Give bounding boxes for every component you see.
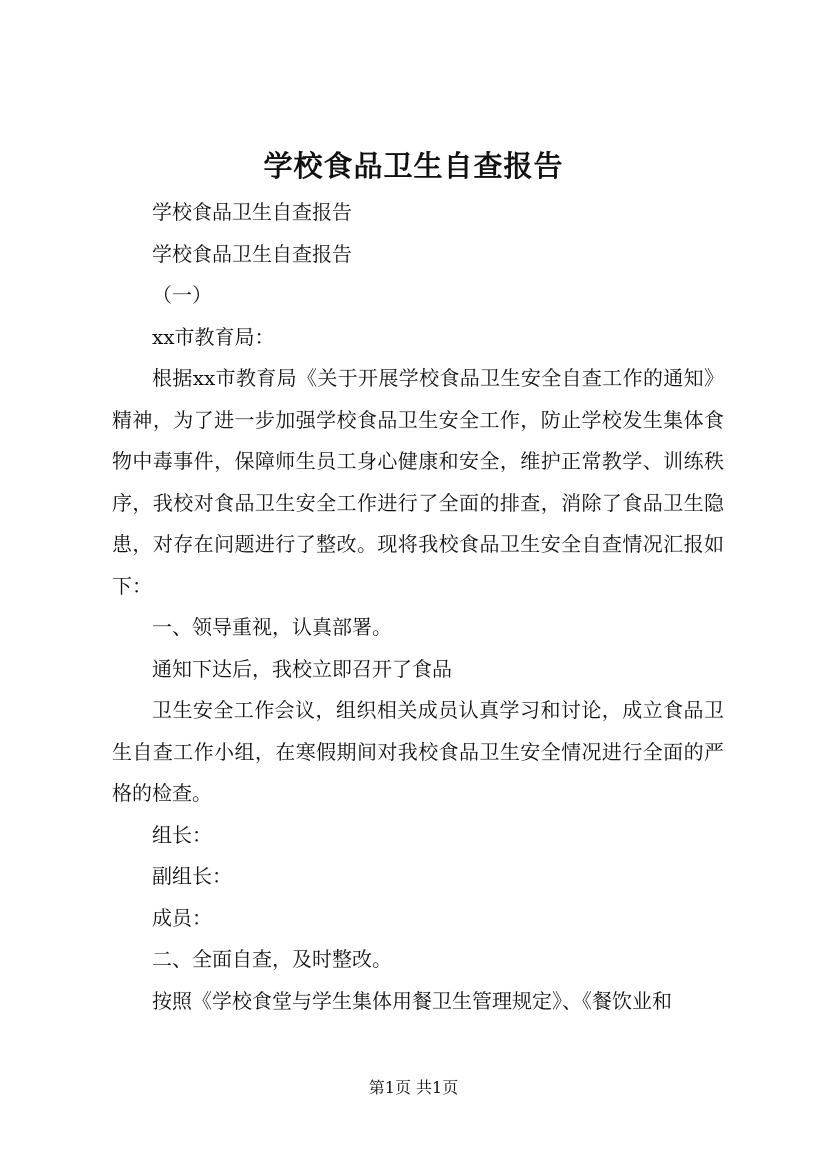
paragraph-meeting: 卫生安全工作会议，组织相关成员认真学习和讨论，成立食品卫生自查工作小组，在寒假期间对我校食品卫生安全情况进行全面的严格的检查。	[112, 698, 724, 805]
paragraph-regulations: 按照《学校食堂与学生集体用餐卫生管理规定》、《餐饮业和	[152, 988, 672, 1013]
document-body	[112, 192, 724, 1022]
paragraph-members: 成员：	[152, 905, 212, 930]
paragraph-subtitle-1: 学校食品卫生自查报告	[152, 200, 352, 224]
paragraph-heading-leadership: 一、领导重视，认真部署。	[152, 615, 392, 639]
paragraph-deputy-leader: 副组长：	[152, 864, 232, 888]
paragraph-section-number: （一）	[152, 283, 212, 307]
paragraph-group-leader: 组长：	[152, 822, 212, 847]
paragraph-intro: 根据xx市教育局《关于开展学校食品卫生安全自查工作的通知》精神，为了进一步加强学校食品卫生安全工作，防止学校发生集体食物中毒事件，保障师生员工身心健康和安全，维护正常教学、训练秩序，我校对食品卫生安全工作进行了全面的排查，消除了食品卫生隐患，对存在问题进行了整改。现将我校食品卫生安全自查情况汇报如下：	[112, 366, 724, 598]
paragraph-heading-inspection: 二、全面自查，及时整改。	[152, 947, 392, 971]
paragraph-subtitle-2: 学校食品卫生自查报告	[152, 241, 352, 266]
document-title: 学校食品卫生自查报告	[263, 149, 564, 183]
paragraph-notice: 通知下达后，我校立即召开了食品	[152, 656, 452, 681]
paragraph-recipient: xx市教育局：	[152, 324, 275, 349]
page-footer: 第1页 共1页	[368, 1078, 459, 1097]
